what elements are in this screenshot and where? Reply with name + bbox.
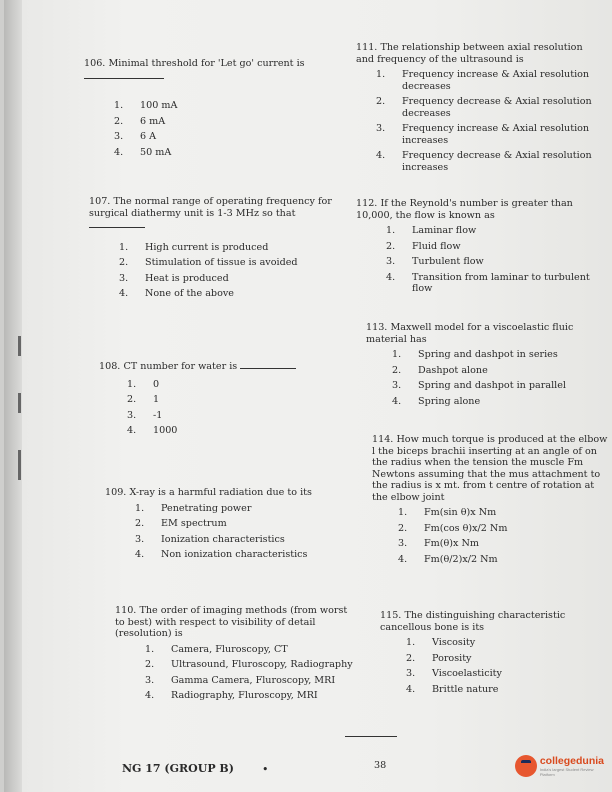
option-item	[386, 241, 601, 253]
option-item	[119, 288, 339, 300]
option-number: 1.	[392, 349, 402, 360]
question-text: X-ray is a harmful radiation due to its	[129, 487, 312, 498]
option-item	[386, 225, 601, 237]
option-text: Spring alone	[418, 395, 481, 407]
question-113	[366, 322, 606, 407]
option-number: 4.	[376, 150, 386, 161]
option-item	[392, 380, 606, 392]
option-item	[386, 272, 601, 295]
options-list	[114, 100, 334, 158]
question-109	[105, 487, 345, 561]
question-stem	[99, 360, 339, 373]
options-list	[386, 225, 601, 295]
option-number: 2.	[119, 257, 129, 268]
graduate-icon	[515, 755, 537, 777]
options-list	[135, 503, 345, 561]
option-number: 2.	[127, 394, 137, 405]
option-item	[398, 507, 608, 519]
binding-mark	[18, 393, 21, 413]
option-text: 1	[153, 394, 160, 405]
option-item	[392, 349, 606, 361]
option-item	[376, 123, 596, 146]
option-text: Ionization characteristics	[161, 533, 285, 545]
option-number: 4.	[145, 690, 155, 701]
option-text: Stimulation of tissue is avoided	[145, 257, 298, 268]
options-list	[127, 379, 339, 437]
option-number: 4.	[114, 146, 124, 158]
option-item	[406, 653, 606, 665]
group-label: NG 17 (GROUP B)	[122, 762, 234, 775]
option-number: 1.	[127, 378, 137, 390]
binding-mark	[18, 336, 21, 356]
option-item	[398, 523, 608, 535]
option-item	[135, 503, 345, 515]
question-text: CT number for water is	[123, 361, 238, 372]
question-111	[356, 42, 596, 173]
option-item	[114, 100, 334, 112]
option-number: 1.	[114, 100, 124, 111]
option-text: Laminar flow	[412, 225, 477, 236]
collegedunia-logo	[515, 748, 609, 784]
option-item	[386, 256, 601, 268]
option-item	[119, 242, 339, 254]
option-number: 2.	[398, 522, 408, 534]
option-number: 3.	[145, 674, 155, 686]
option-text: Transition from laminar to turbulent flow	[412, 271, 590, 294]
option-text: Turbulent flow	[412, 256, 484, 267]
option-text: Fm(cos θ)x/2 Nm	[424, 522, 508, 534]
option-number: 1.	[135, 502, 145, 514]
answer-blank	[240, 360, 296, 369]
option-item	[135, 549, 345, 561]
question-number: 114.	[372, 434, 394, 445]
option-text: Frequency increase & Axial resolution decreases	[402, 69, 590, 92]
options-list	[406, 637, 606, 695]
option-item	[127, 379, 339, 391]
question-stem	[366, 322, 606, 345]
option-text: Fm(sin θ)x Nm	[424, 507, 497, 518]
logo-name: collegedunia	[539, 754, 605, 767]
options-list	[376, 69, 596, 173]
option-number: 3.	[392, 380, 402, 391]
option-number: 3.	[119, 272, 129, 284]
option-item	[392, 365, 606, 377]
option-number: 2.	[135, 518, 145, 529]
options-list	[398, 507, 608, 565]
option-text: Viscoelasticity	[432, 668, 502, 679]
page-number: 38	[374, 760, 387, 771]
option-text: Gamma Camera, Fluroscopy, MRI	[171, 674, 336, 686]
option-item	[114, 147, 334, 159]
question-number: 108.	[99, 361, 121, 372]
question-number: 110.	[115, 605, 137, 616]
question-number: 106.	[84, 58, 106, 69]
question-110	[115, 605, 355, 702]
option-number: 3.	[398, 538, 408, 549]
option-number: 2.	[392, 364, 402, 376]
option-item	[406, 637, 606, 649]
option-text: 6 mA	[140, 115, 166, 127]
option-text: None of the above	[145, 288, 234, 299]
option-text: Viscosity	[432, 637, 476, 648]
question-107	[89, 196, 339, 300]
option-text: Non ionization characteristics	[161, 549, 308, 560]
option-number: 1.	[119, 241, 129, 253]
option-number: 2.	[376, 96, 386, 107]
option-text: Porosity	[432, 652, 472, 664]
option-text: -1	[153, 409, 163, 421]
option-text: 1000	[153, 425, 178, 436]
option-item	[114, 116, 334, 128]
option-number: 2.	[114, 115, 124, 127]
option-item	[406, 684, 606, 696]
option-text: Spring and dashpot in series	[418, 349, 558, 360]
option-number: 2.	[406, 652, 416, 664]
option-item	[376, 69, 596, 92]
option-number: 3.	[135, 533, 145, 545]
options-list	[145, 644, 355, 702]
option-text: 6 A	[140, 131, 157, 142]
question-text: The order of imaging methods (from worst to best) with respect to visibility of detail (resolution) is	[115, 605, 348, 639]
logo-tagline: India's largest Student Review Platform	[539, 766, 594, 777]
option-number: 4.	[386, 271, 396, 283]
option-item	[398, 554, 608, 566]
question-text: The relationship between axial resolution and frequency of the ultrasound is	[356, 42, 583, 65]
option-number: 2.	[145, 659, 155, 670]
option-number: 4.	[119, 288, 129, 299]
question-115	[380, 610, 606, 695]
option-text: Radiography, Fluroscopy, MRI	[171, 690, 318, 701]
option-item	[398, 538, 608, 550]
question-stem	[105, 487, 345, 499]
option-item	[392, 396, 606, 408]
question-106	[84, 58, 334, 158]
option-item	[119, 273, 339, 285]
question-number: 107.	[89, 196, 111, 207]
option-text: Fluid flow	[412, 240, 461, 252]
option-number: 3.	[376, 123, 386, 134]
option-number: 1.	[398, 507, 408, 518]
option-number: 3.	[406, 668, 416, 679]
question-text: Minimal threshold for 'Let go' current is	[108, 58, 305, 69]
question-112	[356, 198, 601, 295]
question-text: Maxwell model for a viscoelastic fluic material has	[366, 322, 574, 345]
question-stem	[356, 198, 601, 221]
option-text: EM spectrum	[161, 518, 227, 529]
question-stem	[372, 434, 608, 503]
option-text: Frequency decrease & Axial resolution decreases	[402, 96, 592, 119]
question-text: The normal range of operating frequency for surgical diathermy unit is 1-3 MHz so that	[89, 196, 332, 219]
option-text: Camera, Fluroscopy, CT	[171, 643, 288, 655]
footer-dot: •	[262, 763, 269, 776]
option-text: Heat is produced	[145, 272, 229, 284]
option-item	[135, 518, 345, 530]
option-item	[406, 668, 606, 680]
option-text: Fm(θ/2)x/2 Nm	[424, 553, 498, 565]
question-stem	[380, 610, 606, 633]
option-item	[376, 150, 596, 173]
question-text: The distinguishing characteristic cancellous bone is its	[380, 610, 566, 633]
option-number: 3.	[127, 409, 137, 421]
option-text: High current is produced	[145, 241, 269, 253]
question-stem	[84, 58, 334, 82]
option-number: 4.	[406, 683, 416, 695]
option-item	[145, 675, 355, 687]
option-text: Frequency increase & Axial resolution increases	[402, 123, 590, 146]
option-number: 4.	[127, 425, 137, 436]
question-114	[372, 434, 608, 565]
option-number: 2.	[386, 240, 396, 252]
option-number: 1.	[376, 69, 386, 80]
option-number: 1.	[406, 637, 416, 648]
binding-mark	[18, 450, 21, 480]
option-item	[145, 690, 355, 702]
option-item	[135, 534, 345, 546]
option-item	[127, 425, 339, 437]
option-number: 4.	[135, 549, 145, 560]
question-stem	[89, 196, 339, 232]
question-stem	[356, 42, 596, 65]
option-item	[114, 131, 334, 143]
option-number: 3.	[386, 256, 396, 267]
option-text: Fm(θ)x Nm	[424, 538, 479, 549]
question-stem	[115, 605, 355, 640]
option-number: 3.	[114, 131, 124, 142]
question-number: 115.	[380, 610, 402, 621]
question-108	[99, 360, 339, 437]
option-number: 4.	[392, 395, 402, 407]
option-text: Brittle nature	[432, 683, 499, 695]
answer-line	[345, 736, 397, 737]
options-list	[392, 349, 606, 407]
options-list	[119, 242, 339, 300]
option-item	[127, 410, 339, 422]
option-number: 1.	[386, 225, 396, 236]
option-text: 0	[153, 378, 160, 390]
option-number: 1.	[145, 643, 155, 655]
question-number: 111.	[356, 42, 378, 53]
question-number: 113.	[366, 322, 388, 333]
option-item	[127, 394, 339, 406]
option-text: Penetrating power	[161, 502, 252, 514]
answer-blank	[89, 219, 145, 228]
answer-blank	[84, 70, 164, 79]
question-number: 109.	[105, 487, 127, 498]
option-text: Spring and dashpot in parallel	[418, 380, 566, 391]
option-text: Ultrasound, Fluroscopy, Radiography	[171, 659, 353, 670]
option-text: 50 mA	[140, 146, 172, 158]
question-text: How much torque is produced at the elbow l the biceps brachii inserting at an angle of on the radius when the tension the muscle Fm Newtons assuming that the mus attachment to the radius is x mt. from t centre of rotation at the elbow joint	[372, 434, 608, 503]
option-item	[119, 257, 339, 269]
option-item	[376, 96, 596, 119]
question-number: 112.	[356, 198, 378, 209]
option-text: 100 mA	[140, 100, 178, 111]
option-text: Frequency decrease & Axial resolution increases	[402, 150, 592, 173]
option-text: Dashpot alone	[418, 364, 488, 376]
option-item	[145, 659, 355, 671]
option-number: 4.	[398, 553, 408, 565]
question-text: If the Reynold's number is greater than 10,000, the flow is known as	[356, 198, 573, 221]
option-item	[145, 644, 355, 656]
